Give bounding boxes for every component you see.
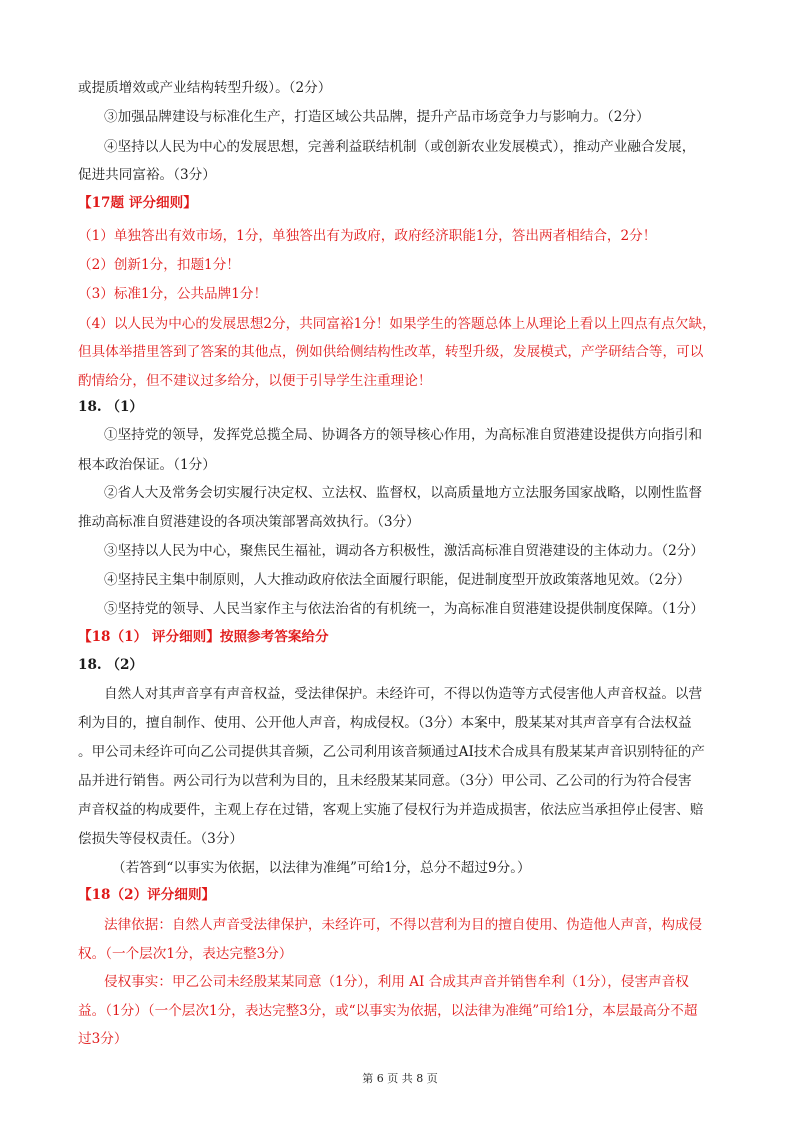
grading-rule: 但具体举措里答到了答案的其他点，例如供给侧结构性改革，转型升级，发展模式，产学研结合等，可以 bbox=[78, 344, 704, 360]
grading-rule: （4）以人民为中心的发展思想2分，共同富裕1分！如果学生的答题总体上从理论上看以上四点有点欠缺， bbox=[78, 316, 716, 332]
text-line: 品并进行销售。两公司行为以营利为目的，且未经殷某某同意。（3分）甲公司、乙公司的行为符合侵害 bbox=[78, 773, 692, 789]
grading-rule: 益。（1分）（一个层次1分，表达完整3分，或“以事实为依据，以法律为准绳”可给1分，本层最高分不超 bbox=[78, 1003, 698, 1019]
text-line: 或提质增效或产业结构转型升级）。（2分） bbox=[78, 80, 332, 96]
text-line: ⑤坚持党的领导、人民当家作主与依法治省的有机统一，为高标准自贸港建设提供制度保障。（1分） bbox=[104, 601, 704, 617]
section-heading: 【17题 评分细则】 bbox=[78, 195, 197, 211]
text-line: 推动高标准自贸港建设的各项决策部署高效执行。（3分） bbox=[78, 514, 420, 530]
text-line: 根本政治保证。（1分） bbox=[78, 457, 216, 473]
grading-rule: 法律依据：自然人声音受法律保护，未经许可，不得以营利为目的擅自使用、伪造他人声音，构成侵 bbox=[104, 917, 703, 933]
grading-rule: 酌情给分，但不建议过多给分，以便于引导学生注重理论！ bbox=[78, 373, 432, 389]
text-line: 偿损失等侵权责任。（3分） bbox=[78, 831, 243, 847]
grading-rule: （2）创新1分，扣题1分！ bbox=[78, 257, 240, 273]
text-line: 声音权益的构成要件，主观上存在过错，客观上实施了侵权行为并造成损害，依法应当承担停止侵害、赔 bbox=[78, 802, 704, 818]
text-line: 自然人对其声音享有声音权益，受法律保护。未经许可，不得以伪造等方式侵害他人声音权益。以营 bbox=[104, 686, 703, 702]
text-line: ③坚持以人民为中心，聚焦民生福祉，调动各方积极性，激活高标准自贸港建设的主体动力。（2分） bbox=[104, 543, 704, 559]
text-line: 利为目的，擅自制作、使用、公开他人声音，构成侵权。（3分）本案中，殷某某对其声音享有合法权益 bbox=[78, 715, 692, 731]
text-line: ④坚持以人民为中心的发展思想，完善利益联结机制（或创新农业发展模式），推动产业融合发展， bbox=[104, 139, 696, 155]
text-line: ④坚持民主集中制原则，人大推动政府依法全面履行职能，促进制度型开放政策落地见效。（2分） bbox=[104, 572, 691, 588]
text-line: ①坚持党的领导，发挥党总揽全局、协调各方的领导核心作用，为高标准自贸港建设提供方向指引和 bbox=[104, 427, 703, 443]
question-number: 18. （2） bbox=[78, 657, 144, 673]
text-line: ②省人大及常务会切实履行决定权、立法权、监督权，以高质量地方立法服务国家战略，以刚性监督 bbox=[104, 485, 703, 501]
question-number: 18. （1） bbox=[78, 399, 144, 415]
section-heading: 【18（2）评分细则】 bbox=[78, 887, 216, 903]
text-line: 促进共同富裕。（3分） bbox=[78, 167, 216, 183]
grading-rule: （3）标准1分，公共品牌1分！ bbox=[78, 286, 268, 302]
grading-rule: 侵权事实：甲乙公司未经殷某某同意（1分），利用 AI 合成其声音并销售牟利（1分），侵害声音权 bbox=[104, 974, 689, 990]
text-line: 。甲公司未经许可向乙公司提供其音频，乙公司利用该音频通过AI技术合成具有殷某某声音识别特征的产 bbox=[78, 744, 705, 760]
page-number-footer: 第 6 页 共 8 页 bbox=[362, 1072, 438, 1085]
text-line: ③加强品牌建设与标准化生产，打造区域公共品牌，提升产品市场竞争力与影响力。（2分） bbox=[104, 109, 650, 125]
text-line: （若答到“以事实为依据，以法律为准绳”可给1分，总分不超过9分。） bbox=[112, 860, 531, 876]
grading-rule: （1）单独答出有效市场，1分，单独答出有为政府，政府经济职能1分，答出两者相结合，2分！ bbox=[78, 228, 657, 244]
grading-rule: 权。（一个层次1分，表达完整3分） bbox=[78, 946, 293, 962]
section-heading: 【18（1） 评分细则】按照参考答案给分 bbox=[78, 629, 329, 645]
grading-rule: 过3分） bbox=[78, 1031, 128, 1047]
